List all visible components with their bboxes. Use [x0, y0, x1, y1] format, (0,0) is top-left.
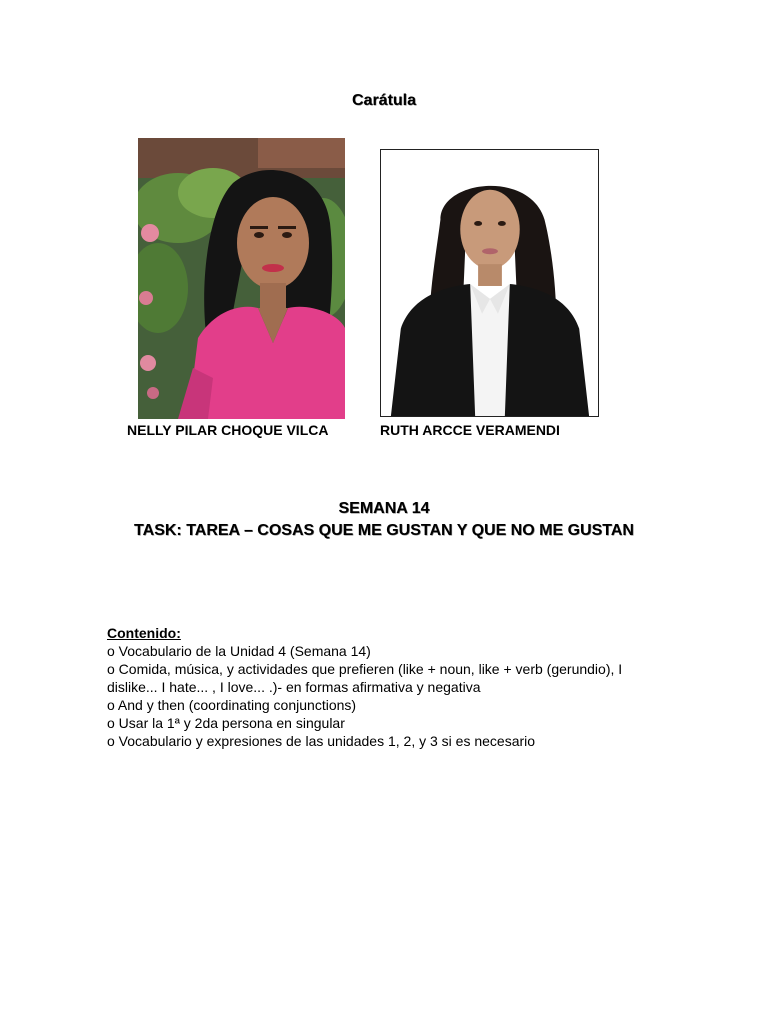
photo-ruth-illustration [381, 150, 598, 416]
contents-item: o Comida, música, y actividades que prefieren (like + noun, like + verb (gerundio), I dislike... I hate... , I love... .)- en formas afirmativa y negativa [107, 661, 623, 695]
contents-item: o Vocabulario de la Unidad 4 (Semana 14) [107, 643, 371, 659]
week-heading: SEMANA 14 [338, 500, 430, 517]
contents-item: o Vocabulario y expresiones de las unidades 1, 2, y 3 si es necesario [107, 733, 536, 749]
photo-nelly-illustration [138, 138, 345, 419]
heading-block [134, 498, 634, 542]
contents-item: o Usar la 1ª y 2da persona en singular [107, 715, 345, 731]
task-heading: TASK: TAREA – COSAS QUE ME GUSTAN Y QUE NO ME GUSTAN [134, 522, 634, 539]
photo-nelly [138, 138, 345, 419]
contents-title: Contenido: [107, 625, 181, 641]
page-title: Carátula [351, 92, 417, 109]
person-name-ruth: RUTH ARCCE VERAMENDI [380, 422, 560, 438]
contents-section [107, 624, 667, 750]
photo-ruth [380, 149, 599, 417]
contents-item: o And y then (coordinating conjunctions) [107, 697, 357, 713]
person-name-nelly: NELLY PILAR CHOQUE VILCA [127, 422, 329, 438]
